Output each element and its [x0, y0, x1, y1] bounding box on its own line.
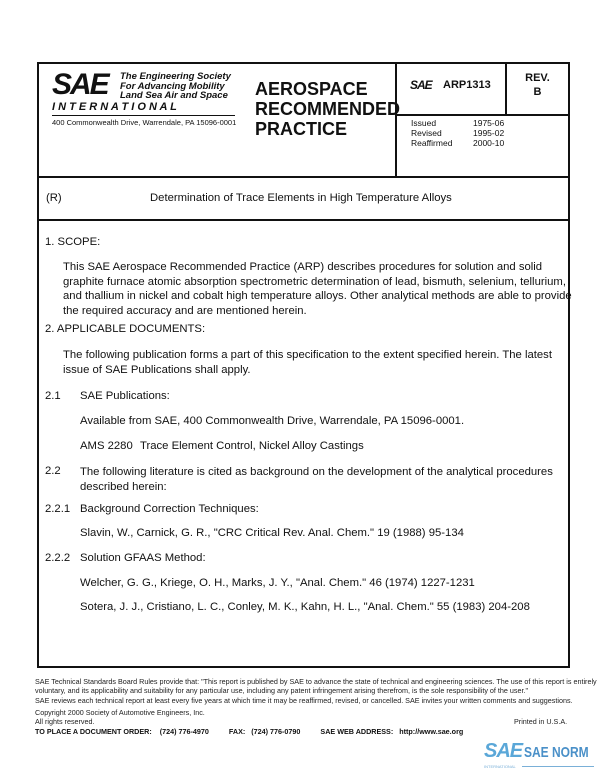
copyright: Copyright 2000 Society of Automotive Engineers, Inc.: [35, 708, 205, 717]
text-line: described herein:: [80, 480, 167, 493]
document-type: [255, 79, 400, 139]
ams-title: Trace Element Control, Nickel Alloy Castings: [140, 440, 364, 452]
doc-type-line: RECOMMENDED: [255, 99, 401, 119]
date-label: Reaffirmed: [411, 138, 453, 148]
text-line: This SAE Aerospace Recommended Practice (ARP) describes procedures for solution and solid: [63, 261, 543, 273]
divider: [52, 115, 235, 116]
order-phone: (724) 776-4970: [159, 727, 209, 736]
text-line: The following publication forms a part of this specification to the extent specified herein. The latest: [63, 349, 552, 361]
date-value: 1995-02: [473, 128, 505, 138]
rev-label: REV.: [525, 72, 550, 84]
applicable-text: [63, 348, 552, 377]
web-label: SAE WEB ADDRESS:: [320, 727, 394, 736]
rules-notice: [35, 677, 597, 695]
section-number: 2.1: [45, 390, 61, 402]
printed-in: Printed in U.S.A.: [514, 717, 568, 726]
section-heading: 2. APPLICABLE DOCUMENTS:: [45, 323, 206, 335]
reference: Sotera, J. J., Cristiano, L. C., Conley, M. K., Kahn, H. L., "Anal. Chem." 55 (1983) 204-208: [80, 601, 530, 613]
document-title: Determination of Trace Elements in High Temperature Alloys: [150, 192, 452, 204]
section-heading: Background Correction Techniques:: [80, 503, 259, 515]
revision: [515, 71, 560, 99]
text-line: issue of SAE Publications shall apply.: [63, 363, 251, 376]
web-address[interactable]: http://www.sae.org: [399, 727, 464, 736]
divider: [37, 176, 568, 178]
text-line: the required accuracy and are mentioned herein.: [63, 304, 307, 317]
watermark-text: SAE NORM: [524, 744, 589, 761]
scope-text: [63, 260, 572, 318]
fax-label: FAX:: [228, 727, 246, 736]
text-line: SAE Technical Standards Board Rules provide that: "This report is published by SAE to advance the state of technical and engineering sciences. The use of this report is entirely: [35, 677, 597, 686]
revision-marker: (R): [46, 192, 62, 204]
date-label: Revised: [411, 128, 442, 138]
sae-small-logo: SAE: [410, 78, 432, 92]
order-label: TO PLACE A DOCUMENT ORDER:: [35, 727, 152, 736]
divider: [395, 114, 568, 116]
international-label: I N T E R N A T I O N A L: [52, 101, 177, 113]
review-notice: SAE reviews each technical report at least every five years at which time it may be reaffirmed, revised, or cancelled. SAE invites your written comments and suggestions.: [35, 696, 573, 705]
sae-logo: SAE: [52, 68, 108, 101]
divider: [505, 62, 507, 116]
sae-address: 400 Commonwealth Drive, Warrendale, PA 15096-0001: [52, 118, 237, 127]
fax-number: (724) 776-0790: [251, 727, 301, 736]
text-line: graphite furnace atomic absorption spectrometric determination of lead, bismuth, selenium, tellurium,: [63, 275, 566, 288]
text-line: The following literature is cited as background on the development of the analytical procedures: [80, 466, 553, 478]
rev-value: B: [533, 86, 542, 98]
doc-type-line: PRACTICE: [255, 119, 348, 139]
rights: All rights reserved.: [35, 717, 95, 726]
date-label: Issued: [411, 118, 437, 128]
text-line: voluntary, and its applicability and suitability for any particular use, including any patent infringement arising therefrom, is the sole responsibility of the user.": [35, 686, 529, 695]
issue-dates: [411, 118, 504, 148]
tagline: [120, 72, 231, 101]
date-value: 2000-10: [473, 138, 505, 148]
section-heading: Solution GFAAS Method:: [80, 552, 206, 564]
tagline-line: The Engineering Society: [120, 71, 231, 82]
doc-type-line: AEROSPACE: [255, 79, 368, 99]
watermark-sub: INTERNATIONAL: [484, 764, 516, 769]
section-number: 2.2.1: [45, 503, 71, 515]
watermark-logo: SAE: [484, 740, 523, 762]
order-info: [35, 727, 463, 736]
reference: Welcher, G. G., Kriege, O. H., Marks, J. Y., "Anal. Chem." 46 (1974) 1227-1231: [80, 577, 475, 589]
tagline-line: Land Sea Air and Space: [120, 90, 228, 101]
section-heading: 1. SCOPE:: [45, 236, 101, 248]
reference: Slavin, W., Carnick, G. R., "CRC Critical Rev. Anal. Chem." 19 (1988) 95-134: [80, 527, 464, 539]
section-heading: SAE Publications:: [80, 390, 170, 402]
text-line: and thallium in nickel and cobalt high temperature alloys. Other analytical methods are able to provide: [63, 290, 572, 302]
document-number: ARP1313: [443, 79, 491, 91]
tagline-line: For Advancing Mobility: [120, 80, 225, 92]
section-number: 2.2.2: [45, 552, 71, 564]
section-number: 2.2: [45, 465, 61, 477]
watermark-rule: [522, 766, 594, 767]
availability-text: Available from SAE, 400 Commonwealth Drive, Warrendale, PA 15096-0001.: [80, 415, 465, 427]
date-value: 1975-06: [473, 118, 505, 128]
literature-text: [80, 465, 553, 494]
ams-number: AMS 2280: [80, 440, 133, 452]
divider: [37, 219, 568, 221]
